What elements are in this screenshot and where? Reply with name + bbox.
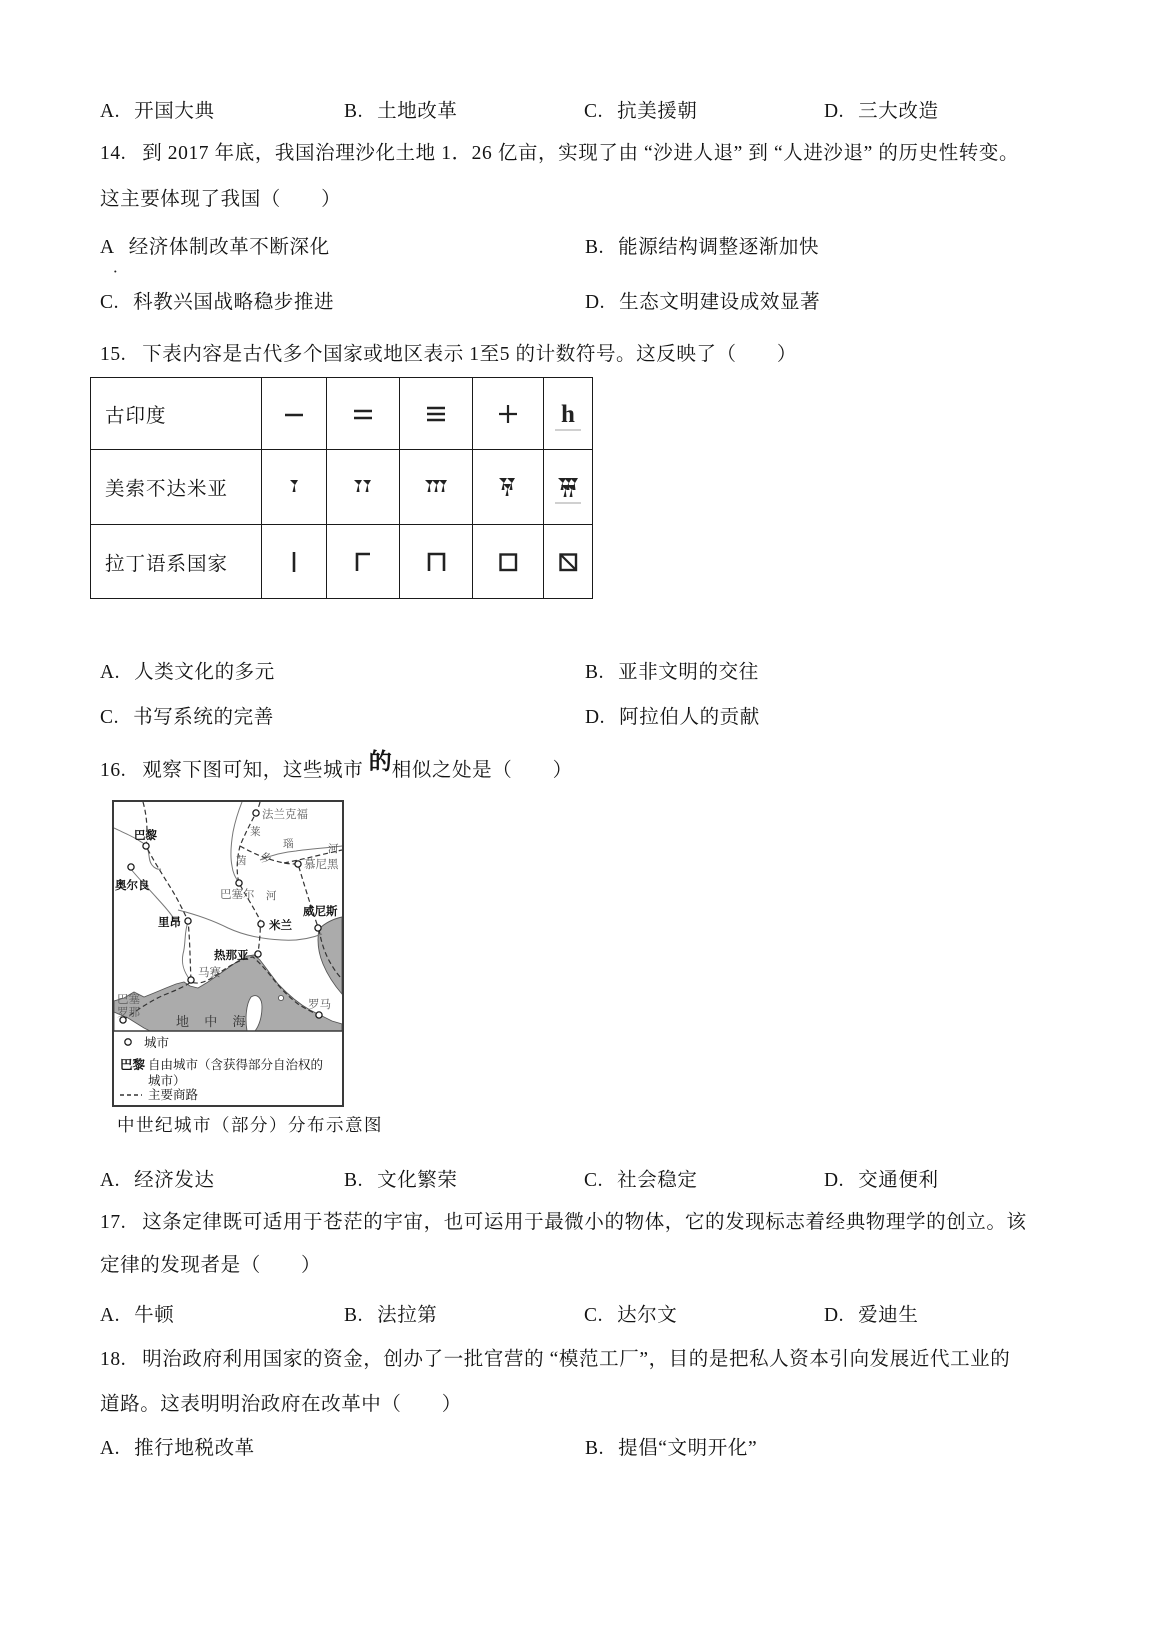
stray-mark: ．	[113, 260, 129, 276]
city-dot	[255, 951, 261, 957]
option-text: 抗美援朝	[617, 101, 698, 122]
option-letter: B.	[585, 1438, 605, 1459]
square-diagonal-icon	[544, 525, 593, 599]
city-dot	[188, 977, 194, 983]
option-D	[585, 286, 820, 314]
option-letter: D.	[824, 1305, 845, 1326]
question-15-text: 下表内容是古代多个国家或地区表示 1至5 的计数符号。这反映了（ ）	[142, 344, 797, 365]
option-letter: C.	[584, 101, 604, 122]
question-17-options	[100, 1299, 918, 1327]
city-dot	[295, 861, 301, 867]
loire-river	[130, 868, 174, 919]
table-row-label: 拉丁语系国家	[91, 525, 262, 599]
one-stroke-icon	[262, 525, 327, 599]
map-legend	[120, 1036, 323, 1102]
option-text: 能源结构调整逐渐加快	[618, 237, 820, 258]
question-17-stem-line2: 定律的发现者是（ ）	[100, 1255, 322, 1276]
option-letter: B.	[344, 101, 364, 122]
cuneiform-three-icon	[400, 450, 473, 525]
river-label-char: 河	[266, 891, 277, 902]
option-text: 达尔文	[617, 1305, 678, 1326]
question-14-options-cd	[100, 286, 820, 314]
option-letter: B.	[344, 1170, 364, 1191]
city-label: 巴黎	[134, 830, 157, 842]
option-text: 人类文化的多元	[134, 662, 275, 683]
question-14-stem-line2: 这主要体现了我国（ ）	[100, 189, 342, 210]
city-label: 米兰	[269, 920, 292, 932]
option-text: 提倡“文明开化”	[618, 1438, 758, 1459]
river-label-char: 瑙	[283, 839, 294, 850]
one-line-icon	[262, 378, 327, 450]
question-17-stem-line1	[100, 1206, 1027, 1234]
option-D	[824, 95, 939, 123]
cuneiform-two-icon	[327, 450, 400, 525]
option-text: 生态文明建设成效显著	[619, 292, 821, 313]
option-C	[584, 1299, 824, 1327]
option-D	[585, 701, 760, 729]
legend-route-label: 主要商路	[148, 1088, 199, 1102]
option-C	[100, 286, 585, 314]
option-letter: A	[100, 237, 115, 258]
option-C	[584, 1164, 824, 1192]
option-A	[100, 231, 585, 259]
option-text: 三大改造	[858, 101, 939, 122]
city-label: 慕尼黑	[304, 859, 339, 871]
question-16-stem	[100, 750, 573, 783]
option-B	[344, 1299, 584, 1327]
city-label: 奥尔良	[115, 880, 150, 892]
question-16-emphasis: 的	[368, 749, 392, 774]
option-text: 文化繁荣	[377, 1170, 458, 1191]
city-dot	[253, 810, 259, 816]
option-letter: C.	[584, 1170, 604, 1191]
option-text: 社会稳定	[617, 1170, 698, 1191]
question-13-options	[100, 95, 939, 123]
option-letter: A.	[100, 1170, 121, 1191]
option-letter: A.	[100, 662, 121, 683]
option-A	[100, 1164, 344, 1192]
option-letter: D.	[824, 1170, 845, 1191]
rhine-river	[231, 802, 242, 883]
option-letter: D.	[585, 292, 606, 313]
city-dot	[143, 843, 149, 849]
table-row-label: 古印度	[91, 378, 262, 450]
option-letter: B.	[585, 237, 605, 258]
question-18-stem-line1	[100, 1343, 1010, 1371]
city-dot	[316, 1012, 322, 1018]
option-letter: B.	[344, 1305, 364, 1326]
option-text: 爱迪生	[858, 1305, 919, 1326]
city-dot	[185, 918, 191, 924]
city-dot	[128, 864, 134, 870]
counting-symbols-table	[90, 377, 593, 599]
option-B	[585, 231, 819, 259]
city-dot	[258, 921, 264, 927]
medieval-cities-map	[112, 800, 344, 1107]
city-label: 罗那	[117, 1007, 140, 1019]
option-text: 书写系统的完善	[133, 707, 274, 728]
option-text: 经济体制改革不断深化	[128, 237, 330, 258]
option-letter: C.	[100, 292, 120, 313]
city-label: 马赛	[198, 967, 221, 979]
small-island	[278, 995, 283, 1000]
city-label: 威尼斯	[303, 906, 338, 918]
question-16-text-suffix: 相似之处是（ ）	[391, 760, 573, 781]
legend-free-city-text: 自由城市（含获得部分自治权的	[148, 1058, 324, 1072]
question-15-options-cd	[100, 701, 760, 729]
two-lines-icon	[327, 378, 400, 450]
option-letter: D.	[824, 101, 845, 122]
question-15-stem	[100, 338, 797, 366]
city-label: 里昂	[158, 917, 181, 929]
table-row-label: 美索不达米亚	[91, 450, 262, 525]
legend-city-label: 城市	[144, 1036, 170, 1050]
option-letter: A.	[100, 1305, 121, 1326]
city-label: 巴塞	[117, 994, 140, 1006]
option-text: 经济发达	[134, 1170, 215, 1191]
option-letter: A.	[100, 1438, 121, 1459]
option-text: 开国大典	[134, 101, 215, 122]
option-letter: C.	[100, 707, 120, 728]
option-text: 阿拉伯人的贡献	[619, 707, 760, 728]
po-river	[178, 910, 322, 940]
city-label: 热那亚	[214, 950, 249, 962]
option-letter: B.	[585, 662, 605, 683]
option-B	[585, 656, 759, 684]
svg-text:h: h	[561, 400, 575, 428]
river-label-char: 多	[261, 853, 272, 864]
option-B	[344, 1164, 584, 1192]
question-16-number: 16.	[100, 760, 127, 781]
map-caption: 中世纪城市（部分）分布示意图	[117, 1115, 383, 1135]
question-16-options	[100, 1164, 939, 1192]
option-text: 交通便利	[858, 1170, 939, 1191]
city-label: 巴塞尔	[220, 889, 255, 901]
river-label-char: 河	[328, 844, 339, 855]
option-D	[824, 1299, 918, 1327]
h-glyph-icon	[544, 378, 593, 450]
question-15-options-ab	[100, 656, 759, 684]
question-17-number: 17.	[100, 1212, 127, 1233]
option-A	[100, 1299, 344, 1327]
option-text: 土地改革	[377, 101, 458, 122]
river-label-char: 茵	[236, 856, 247, 867]
question-16-text-prefix: 观察下图可知，这些城市	[142, 760, 369, 781]
option-A	[100, 656, 585, 684]
option-text: 亚非文明的交往	[618, 662, 759, 683]
option-B	[344, 95, 584, 123]
question-15-number: 15.	[100, 344, 127, 365]
question-14-options-ab	[100, 231, 819, 259]
question-18-stem-line2: 道路。这表明明治政府在改革中（ ）	[100, 1394, 462, 1415]
legend-free-city-text2: 城市）	[148, 1074, 186, 1088]
city-label: 罗马	[308, 999, 331, 1011]
plus-sign-icon	[473, 378, 544, 450]
cuneiform-four-icon	[473, 450, 544, 525]
option-text: 推行地税改革	[134, 1438, 255, 1459]
option-A	[100, 1432, 585, 1460]
city-dot	[236, 880, 242, 886]
legend-city-icon	[125, 1039, 131, 1045]
cuneiform-one-icon	[262, 450, 327, 525]
option-letter: C.	[584, 1305, 604, 1326]
three-lines-icon	[400, 378, 473, 450]
route-frankfurt-basel-milan-genoa	[237, 802, 260, 954]
cuneiform-five-icon	[544, 450, 593, 525]
question-18-text: 明治政府利用国家的资金，创办了一批官营的 “模范工厂”，目的是把私人资本引向发展近代工业的	[142, 1349, 1011, 1370]
question-14-text: 到 2017 年底，我国治理沙化土地 1．26 亿亩，实现了由 “沙进人退” 到 “人进沙退” 的历史性转变。	[142, 143, 1020, 164]
sea-label: 地 中 海	[176, 1014, 252, 1029]
option-text: 牛顿	[134, 1305, 175, 1326]
river-label-char: 莱	[250, 827, 261, 838]
question-18-number: 18.	[100, 1349, 127, 1370]
square-icon	[473, 525, 544, 599]
city-label: 法兰克福	[262, 809, 308, 821]
option-A	[100, 95, 344, 123]
option-letter: D.	[585, 707, 606, 728]
option-letter: A.	[100, 101, 121, 122]
question-14-stem-line1	[100, 137, 1019, 165]
option-text: 科教兴国战略稳步推进	[133, 292, 335, 313]
option-D	[824, 1164, 939, 1192]
option-C	[100, 701, 585, 729]
open-square-icon	[400, 525, 473, 599]
legend-free-city-symbol: 巴黎	[120, 1058, 146, 1072]
question-14-number: 14.	[100, 143, 127, 164]
corner-glyph-icon	[327, 525, 400, 599]
option-text: 法拉第	[377, 1305, 438, 1326]
city-dot	[315, 925, 321, 931]
option-B	[585, 1432, 757, 1460]
question-17-text: 这条定律既可适用于苍茫的宇宙，也可运用于最微小的物体，它的发现标志着经典物理学的创立。该	[142, 1212, 1027, 1233]
question-18-options	[100, 1432, 757, 1460]
option-C	[584, 95, 824, 123]
